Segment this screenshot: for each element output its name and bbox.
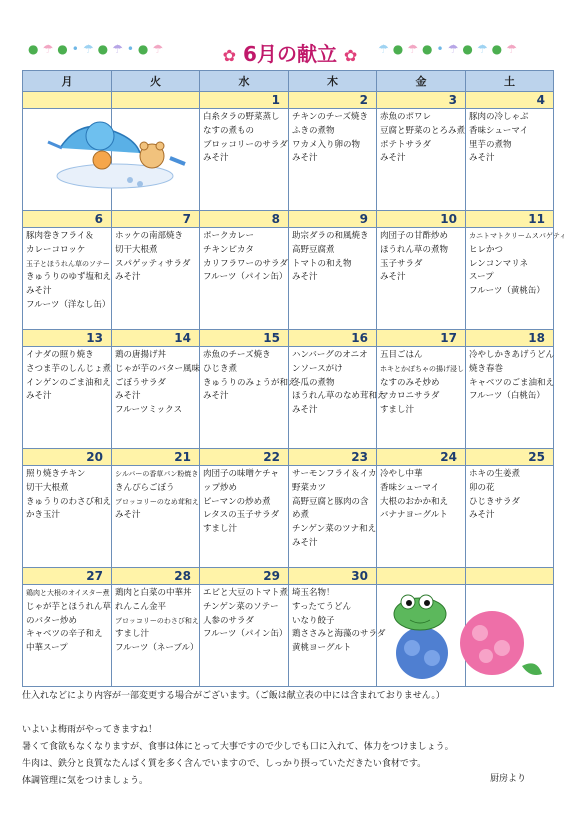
flower-icon: ✿ — [343, 46, 358, 65]
menu-item: エビと大豆のトマト煮 — [203, 588, 289, 598]
day-cell — [289, 449, 377, 568]
menu-item: ブロッコリーのなめ茸和え — [115, 497, 199, 506]
menu-list — [466, 109, 553, 210]
menu-list — [200, 228, 288, 329]
menu-list — [23, 347, 111, 448]
menu-item: フルーツ（洋なし缶） — [26, 299, 111, 310]
menu-item: みそ汁 — [380, 272, 406, 283]
day-number: 15 — [200, 330, 288, 347]
menu-item: チンゲン菜のソテー — [203, 601, 279, 612]
menu-item: じゃが芋とほうれん草 — [26, 601, 112, 612]
umbrella-icon: ☂ — [476, 42, 488, 56]
day-cell — [200, 449, 289, 568]
day-number: 7 — [112, 211, 199, 228]
day-cell — [200, 211, 289, 330]
frog-icon: ● — [28, 42, 39, 56]
menu-list — [23, 585, 111, 686]
menu-item: 里芋の煮物 — [469, 139, 512, 150]
menu-item: ワカメ入り卵の物 — [292, 139, 361, 150]
message-line: いよいよ梅雨がやってきますね！ — [22, 725, 158, 735]
menu-item: マカロニサラダ — [380, 391, 440, 402]
day-number: 2 — [289, 92, 376, 109]
menu-item: ごぼうサラダ — [115, 377, 166, 388]
flower-icon: ✿ — [222, 46, 237, 65]
day-number: 21 — [112, 449, 199, 466]
menu-item: スープ — [469, 272, 494, 283]
menu-list — [289, 109, 376, 210]
day-cell — [23, 449, 112, 568]
menu-item: すまし汁 — [380, 405, 415, 416]
menu-item: みそ汁 — [115, 391, 141, 402]
menu-item: 豚肉の冷しゃぶ — [469, 112, 529, 122]
menu-list — [112, 347, 199, 448]
day-cell — [112, 211, 200, 330]
weekday-header: 水 — [200, 71, 289, 92]
disclaimer-note: 仕入れなどにより内容が一部変更する場合がございます。（ご飯は献立表の中には含まれておりません。） — [22, 691, 445, 701]
menu-item: 黄桃ヨーグルト — [292, 643, 352, 654]
day-number: 29 — [200, 568, 288, 585]
menu-item: 香味シューマイ — [380, 482, 440, 493]
menu-item: レンコンマリネ — [469, 258, 529, 269]
menu-item: ピーマンの炒め煮 — [203, 496, 271, 507]
day-number: 9 — [289, 211, 376, 228]
menu-item: チキンピカタ — [203, 244, 254, 255]
raindrop-icon: • — [436, 42, 444, 56]
day-number: 18 — [466, 330, 553, 347]
menu-item: きゅうりのみょうが和え — [203, 377, 297, 388]
weekday-header: 金 — [377, 71, 466, 92]
weekday-header: 土 — [466, 71, 554, 92]
menu-item: シルバーの香草パン粉焼き — [115, 470, 199, 478]
menu-item: 人参のサラダ — [203, 615, 254, 626]
menu-list — [200, 347, 297, 448]
frog-icon: ● — [57, 42, 68, 56]
menu-item: イナダの照り焼き — [26, 350, 94, 360]
menu-list — [377, 228, 465, 329]
menu-item: インゲンのごま油和え — [26, 377, 111, 388]
menu-item: 助宗ダラの和風焼き — [292, 231, 369, 241]
menu-item: すまし汁 — [203, 524, 238, 535]
day-number — [466, 568, 553, 585]
menu-item: キャベツのごま油和え — [469, 377, 555, 388]
menu-item: 赤魚のチーズ焼き — [203, 350, 271, 360]
menu-item: みそ汁 — [469, 510, 495, 521]
day-cell — [200, 330, 297, 449]
menu-item: いなり餃子 — [292, 615, 335, 626]
menu-item: 埼玉名物！ — [292, 588, 335, 598]
message-line: 暑くて食欲もなくなりますが、食事は体にとって大事ですので少しでも口に入れて、体力をつけましょう。 — [22, 742, 454, 752]
frog-icon: ● — [392, 42, 404, 56]
day-number — [112, 92, 199, 109]
menu-item: みそ汁 — [292, 405, 318, 416]
day-number: 27 — [23, 568, 111, 585]
day-number: 28 — [112, 568, 199, 585]
menu-item: みそ汁 — [26, 391, 52, 402]
menu-list — [289, 228, 376, 329]
umbrella-icon: ☂ — [378, 42, 389, 56]
menu-list — [377, 466, 465, 567]
menu-list — [466, 347, 553, 448]
menu-item: 卯の花 — [469, 482, 495, 493]
menu-item: カニトマトクリームスパゲティ — [469, 232, 567, 240]
week-row — [23, 211, 554, 330]
menu-item: フルーツ（パイン缶） — [203, 629, 288, 640]
menu-item: ひじき煮 — [203, 363, 238, 374]
frog-icon: ● — [97, 42, 109, 56]
menu-item: 高野豆腐と豚肉の含 — [292, 496, 369, 507]
menu-item: 玉子サラダ — [380, 258, 423, 269]
menu-item: みそ汁 — [292, 153, 318, 164]
signature: 厨房より — [490, 774, 527, 784]
menu-item: バナナヨーグルト — [380, 510, 448, 521]
umbrella-icon: ☂ — [447, 42, 459, 56]
menu-list — [466, 466, 553, 567]
rainy-elephant-illustration — [40, 108, 190, 194]
menu-item: 豆腐と野菜のとろみ煮 — [380, 125, 466, 136]
menu-item: ポテトサラダ — [380, 139, 431, 150]
day-cell — [289, 330, 386, 449]
day-cell — [23, 211, 112, 330]
menu-item: ップ炒め — [203, 482, 238, 493]
day-number: 4 — [466, 92, 553, 109]
day-number: 14 — [112, 330, 199, 347]
menu-item: みそ汁 — [203, 391, 229, 402]
menu-item: 白糸タラの野菜蒸し — [203, 112, 280, 122]
menu-item: ホキとかぼちゃの揚げ浸し — [380, 364, 464, 373]
menu-item: め煮 — [292, 510, 310, 521]
day-cell — [466, 449, 554, 568]
menu-item: みそ汁 — [203, 153, 229, 164]
umbrella-icon: ☂ — [407, 42, 419, 56]
menu-item: 焼き春巻 — [469, 363, 504, 374]
day-number: 3 — [377, 92, 465, 109]
day-number: 30 — [289, 568, 376, 585]
menu-item: チンゲン菜のツナ和え — [292, 524, 377, 535]
menu-item: 大根のおかか和え — [380, 496, 449, 507]
menu-item: キャベツの辛子和え — [26, 629, 103, 640]
menu-item: カリフラワーのサラダ — [203, 258, 288, 269]
menu-item: のバター炒め — [26, 615, 78, 626]
page-title-text: 6月の献立 — [243, 42, 337, 66]
menu-item: 鶏ささみと海藻のサラダ — [292, 629, 386, 640]
menu-list — [377, 109, 465, 210]
day-number: 23 — [289, 449, 376, 466]
weekday-header: 月 — [23, 71, 112, 92]
menu-list — [466, 228, 567, 329]
menu-item: ホキの生姜煮 — [469, 469, 521, 479]
menu-list — [289, 585, 386, 686]
page-title — [0, 38, 580, 67]
message-line: 牛肉は、鉄分と良質なたんぱく質を多く含んでいますので、しっかり摂っていただきたい食材です。 — [22, 759, 427, 769]
day-cell — [466, 330, 554, 449]
menu-item: スパゲッティサラダ — [115, 258, 191, 269]
frog-icon: ● — [137, 42, 149, 56]
menu-item: 肉団子の甘酢炒め — [380, 231, 449, 241]
menu-item: フルーツ（黄桃缶） — [469, 286, 545, 297]
menu-item: 切干大根煮 — [115, 244, 158, 255]
menu-item: みそ汁 — [469, 153, 495, 164]
day-number: 17 — [377, 330, 465, 347]
menu-list — [200, 585, 288, 686]
menu-item: れんこん金平 — [115, 601, 167, 612]
menu-item: 鶏肉と白菜の中華丼 — [115, 588, 192, 598]
menu-item: 五目ごはん — [380, 350, 423, 360]
menu-item: さつま芋のしんじょ煮 — [26, 363, 112, 374]
menu-item: ほうれん草のなめ茸和え — [292, 391, 386, 402]
menu-item: みそ汁 — [292, 537, 318, 548]
day-cell — [466, 211, 567, 330]
raindrop-icon: • — [126, 42, 134, 56]
weekday-header-row — [23, 71, 554, 92]
menu-item: 冷やし中華 — [380, 469, 423, 479]
menu-item: ハンバーグのオニオ — [292, 350, 368, 360]
menu-item: かき玉汁 — [26, 510, 61, 521]
day-number: 6 — [23, 211, 111, 228]
frog-icon: ● — [462, 42, 473, 56]
day-cell — [377, 92, 466, 211]
day-cell — [112, 330, 200, 449]
menu-list — [112, 585, 199, 686]
menu-item: きんぴらごぼう — [115, 482, 175, 493]
day-number — [377, 568, 465, 585]
menu-item: ふきの煮物 — [292, 125, 335, 136]
menu-list — [112, 228, 199, 329]
menu-item: 鶏の唐揚げ丼 — [115, 350, 167, 360]
weekday-header: 木 — [289, 71, 377, 92]
day-number: 8 — [200, 211, 288, 228]
day-number: 20 — [23, 449, 111, 466]
menu-item: 肉団子の味噌ケチャ — [203, 469, 279, 479]
umbrella-icon: ☂ — [112, 42, 123, 56]
menu-list — [23, 228, 111, 329]
day-cell — [112, 449, 200, 568]
umbrella-icon: ☂ — [506, 42, 517, 56]
day-number: 24 — [377, 449, 465, 466]
menu-item: すまし汁 — [115, 629, 150, 640]
umbrella-icon: ☂ — [152, 42, 164, 56]
menu-item: ほうれん草の煮物 — [380, 244, 449, 255]
menu-list — [200, 466, 288, 567]
menu-item: みそ汁 — [115, 272, 141, 283]
menu-list — [23, 466, 111, 567]
day-cell — [200, 92, 289, 211]
menu-item: フルーツ（白桃缶） — [469, 391, 545, 402]
week-row — [23, 330, 554, 449]
menu-list — [112, 466, 199, 567]
weekday-header: 火 — [112, 71, 200, 92]
menu-item: カレーコロッケ — [26, 244, 86, 255]
day-cell — [289, 92, 377, 211]
day-cell — [466, 92, 554, 211]
day-number — [23, 92, 111, 109]
menu-item: すったてうどん — [292, 601, 351, 612]
menu-item: みそ汁 — [380, 153, 406, 164]
day-cell — [289, 211, 377, 330]
menu-item: ンソースがけ — [292, 363, 343, 374]
day-cell — [112, 568, 200, 687]
day-number: 10 — [377, 211, 465, 228]
menu-item: 鶏肉と大根のオイスター煮 — [26, 589, 110, 597]
day-number: 22 — [200, 449, 288, 466]
day-cell — [377, 449, 466, 568]
day-number: 13 — [23, 330, 111, 347]
menu-item: サーモンフライ＆イカ — [292, 469, 377, 479]
day-number: 11 — [466, 211, 553, 228]
menu-item: フルーツミックス — [115, 405, 183, 416]
menu-item: 香味シューマイ — [469, 125, 529, 136]
menu-list — [289, 347, 386, 448]
day-number: 25 — [466, 449, 553, 466]
menu-item: ポークカレー — [203, 231, 255, 241]
menu-item: 冬瓜の煮物 — [292, 377, 335, 388]
menu-item: ホッケの南部焼き — [115, 231, 184, 241]
umbrella-icon: ☂ — [42, 42, 54, 56]
day-cell — [23, 568, 112, 687]
menu-item: ヒレかつ — [469, 244, 504, 255]
menu-item: レタスの玉子サラダ — [203, 510, 280, 521]
menu-item: 高野豆腐煮 — [292, 244, 335, 255]
menu-item: チキンのチーズ焼き — [292, 112, 368, 122]
frog-icon: ● — [422, 42, 433, 56]
menu-item: ひじきサラダ — [469, 496, 520, 507]
menu-item: トマトの和え物 — [292, 258, 352, 269]
menu-item: 中華スープ — [26, 643, 68, 654]
day-cell — [289, 568, 386, 687]
message-line: 体調管理に気をつけましょう。 — [22, 776, 149, 786]
menu-item: ブロッコリーのわさび和え — [115, 616, 199, 625]
menu-item: なすの煮もの — [203, 125, 255, 136]
menu-item: 豚肉巻きフライ＆ — [26, 231, 94, 241]
menu-list — [289, 466, 376, 567]
menu-item: フルーツ（ネーブル） — [115, 643, 199, 654]
day-cell — [200, 568, 289, 687]
menu-item: ブロッコリーのサラダ — [203, 139, 288, 150]
menu-item: みそ汁 — [115, 510, 141, 521]
menu-item: 冷やしかきあげうどん — [469, 350, 555, 360]
menu-item: じゃが芋のバター風味 — [115, 363, 201, 374]
day-cell — [23, 330, 112, 449]
menu-item: 照り焼きチキン — [26, 469, 86, 479]
menu-item: きゅうりのわさび和え — [26, 496, 112, 507]
menu-item: なすのみそ炒め — [380, 377, 440, 388]
menu-item: みそ汁 — [292, 272, 318, 283]
week-row — [23, 449, 554, 568]
menu-item: フルーツ（パイン缶） — [203, 272, 288, 283]
day-number: 1 — [200, 92, 288, 109]
menu-item: みそ汁 — [26, 286, 52, 297]
raindrop-icon: • — [71, 42, 79, 56]
day-number: 16 — [289, 330, 376, 347]
umbrella-icon: ☂ — [82, 42, 94, 56]
day-cell — [377, 330, 466, 449]
menu-item: 玉子とほうれん草のソテー — [26, 259, 110, 268]
menu-item: 野菜カツ — [292, 482, 327, 493]
frog-icon: ● — [491, 42, 503, 56]
frog-hydrangea-illustration — [382, 588, 550, 682]
menu-item: 赤魚のポワレ — [380, 112, 432, 122]
day-cell — [377, 211, 466, 330]
menu-list — [377, 347, 465, 448]
menu-item: きゅうりのゆず塩和え — [26, 272, 112, 283]
menu-item: 切干大根煮 — [26, 482, 69, 493]
menu-list — [200, 109, 288, 210]
